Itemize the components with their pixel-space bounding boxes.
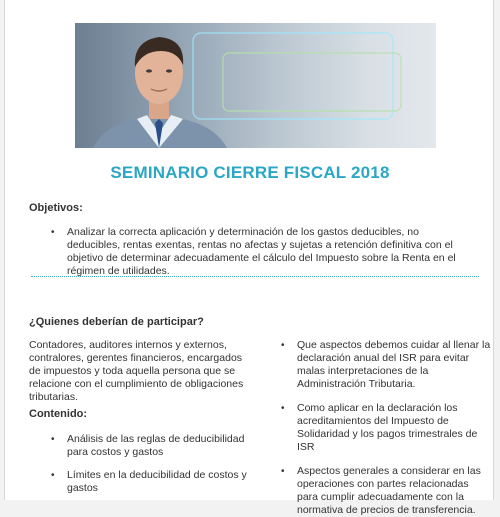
list-item: • Que aspectos debemos cuidar al llenar la declaración anual del ISR para evitar malas interpretaciones de la Administración Tributaria. (279, 339, 491, 391)
document-page (4, 0, 494, 516)
right-column-list (279, 339, 491, 517)
seminar-title: SEMINARIO CIERRE FISCAL 2018 (110, 163, 390, 182)
list-item: • Como aplicar en la declaración los acreditamientos del Impuesto de Solidaridad y los pagos trimestrales de ISR (279, 402, 491, 454)
list-item: • Análisis de las reglas de deducibilidad para costos y gastos (49, 433, 259, 459)
portrait-man-in-suit (75, 23, 436, 148)
participants-text: Contadores, auditores internos y externos, contralores, gerentes financieros, encargados de impuestos y toda aquella persona que se relacione con el cumplimiento de obligaciones tributarias. (29, 339, 244, 403)
section-divider (31, 276, 479, 277)
list-item: • Límites en la deducibilidad de costos y gastos (49, 469, 259, 495)
content-heading: Contenido: (29, 408, 88, 420)
list-item: • Aspectos generales a considerar en las operaciones con partes relacionadas para cumplir adecuadamente con la normativa de precios de transferencia. (279, 465, 491, 517)
content-list (49, 433, 259, 495)
hero-image (75, 23, 436, 148)
list-item: • Analizar la correcta aplicación y determinación de los gastos deducibles, no deducibles, rentas exentas, rentas no afectas y sujetas a retención definitiva con el objetivo de determinar adecuadamente el cálculo del Impuesto sobre la Renta en el régimen de utilidades. (49, 226, 469, 278)
objectives-heading: Objetivos: (29, 202, 83, 214)
objectives-list (49, 226, 469, 278)
participants-heading: ¿Quienes deberían de participar? (29, 316, 204, 328)
